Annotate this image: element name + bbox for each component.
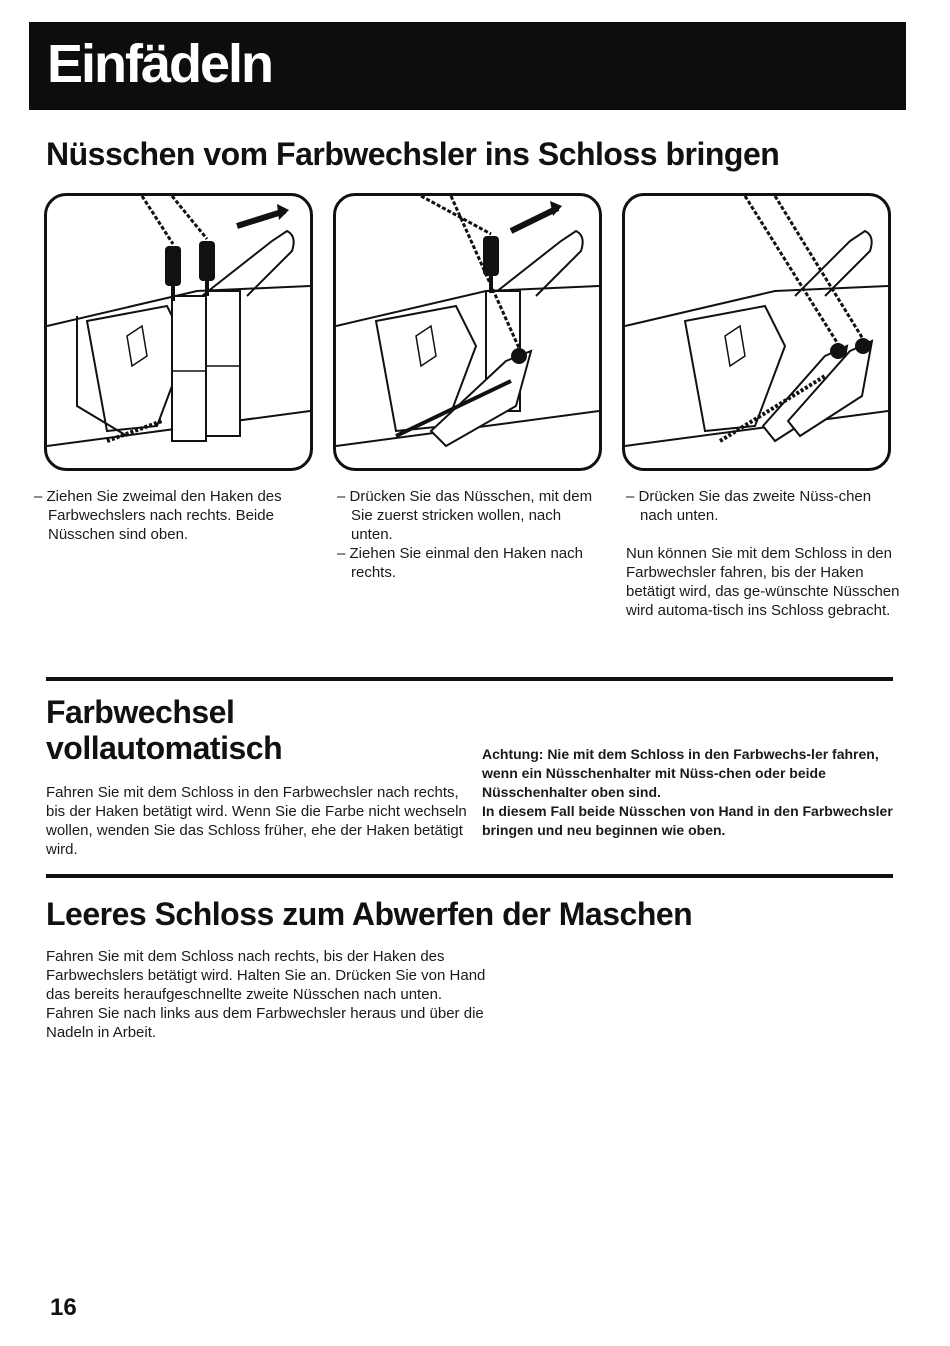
caption-item: – Ziehen Sie zweimal den Haken des Farbwechslers nach rechts. Beide Nüsschen sind oben. xyxy=(34,488,282,543)
caption-item: – Drücken Sie das Nüsschen, mit dem Sie zuerst stricken wollen, nach unten. xyxy=(337,488,593,543)
warning-paragraph: In diesem Fall beide Nüsschen von Hand in den Farbwechsler bringen und neu beginnen wie oben. xyxy=(482,803,893,838)
body-paragraph: Fahren Sie nach links aus dem Farbwechsler heraus und über die Nadeln in Arbeit. xyxy=(46,1005,484,1041)
warning-note xyxy=(482,745,902,840)
farbwechsler-first-nut-down-illustration xyxy=(333,193,602,471)
leeres-schloss-body xyxy=(46,947,486,1042)
warning-paragraph: Achtung: Nie mit dem Schloss in den Farbwechs-ler fahren, wenn ein Nüsschenhalter mit Nüss-chen oder beide Nüsschenhalter oben sind. xyxy=(482,746,879,800)
section-divider xyxy=(46,677,893,681)
farbwechsler-two-nuts-up-illustration xyxy=(44,193,313,471)
body-paragraph: Fahren Sie mit dem Schloss nach rechts, bis der Haken des Farbwechslers betätigt wird. Halten Sie an. Drücken Sie von Hand das bereits heraufgeschnellte zweite Nüsschen nach unten. xyxy=(46,948,486,1003)
section-heading-leeres-schloss: Leeres Schloss zum Abwerfen der Maschen xyxy=(46,896,693,932)
body-paragraph: Fahren Sie mit dem Schloss in den Farbwechsler nach rechts, bis der Haken betätigt wird. Wenn Sie die Farbe nicht wechseln wollen, wenden Sie das Schloss früher, ehe der Haken betätigt wird. xyxy=(46,784,467,858)
section-heading-farbwechsel xyxy=(46,694,282,766)
section-divider xyxy=(46,874,893,878)
farbwechsel-body xyxy=(46,783,471,859)
caption-step-2 xyxy=(337,487,602,582)
heading-line: vollautomatisch xyxy=(46,730,283,766)
section-heading-nuesschen: Nüsschen vom Farbwechsler ins Schloss bringen xyxy=(46,136,780,172)
title-banner xyxy=(29,22,906,110)
caption-item: – Drücken Sie das zweite Nüss-chen nach unten. xyxy=(626,488,872,524)
caption-item: – Ziehen Sie einmal den Haken nach rechts. xyxy=(337,545,583,581)
heading-line: Farbwechsel xyxy=(46,694,235,730)
caption-step-1 xyxy=(34,487,314,544)
page-number: 16 xyxy=(50,1294,77,1321)
caption-paragraph: Nun können Sie mit dem Schloss in den Farbwechsler fahren, bis der Haken betätigt wird, das ge-wünschte Nüsschen wird automa-tisch ins Schloss gebracht. xyxy=(626,545,900,619)
caption-step-3 xyxy=(626,487,906,620)
page-title: Einfädeln xyxy=(47,34,273,94)
farbwechsler-second-nut-down-illustration xyxy=(622,193,891,471)
